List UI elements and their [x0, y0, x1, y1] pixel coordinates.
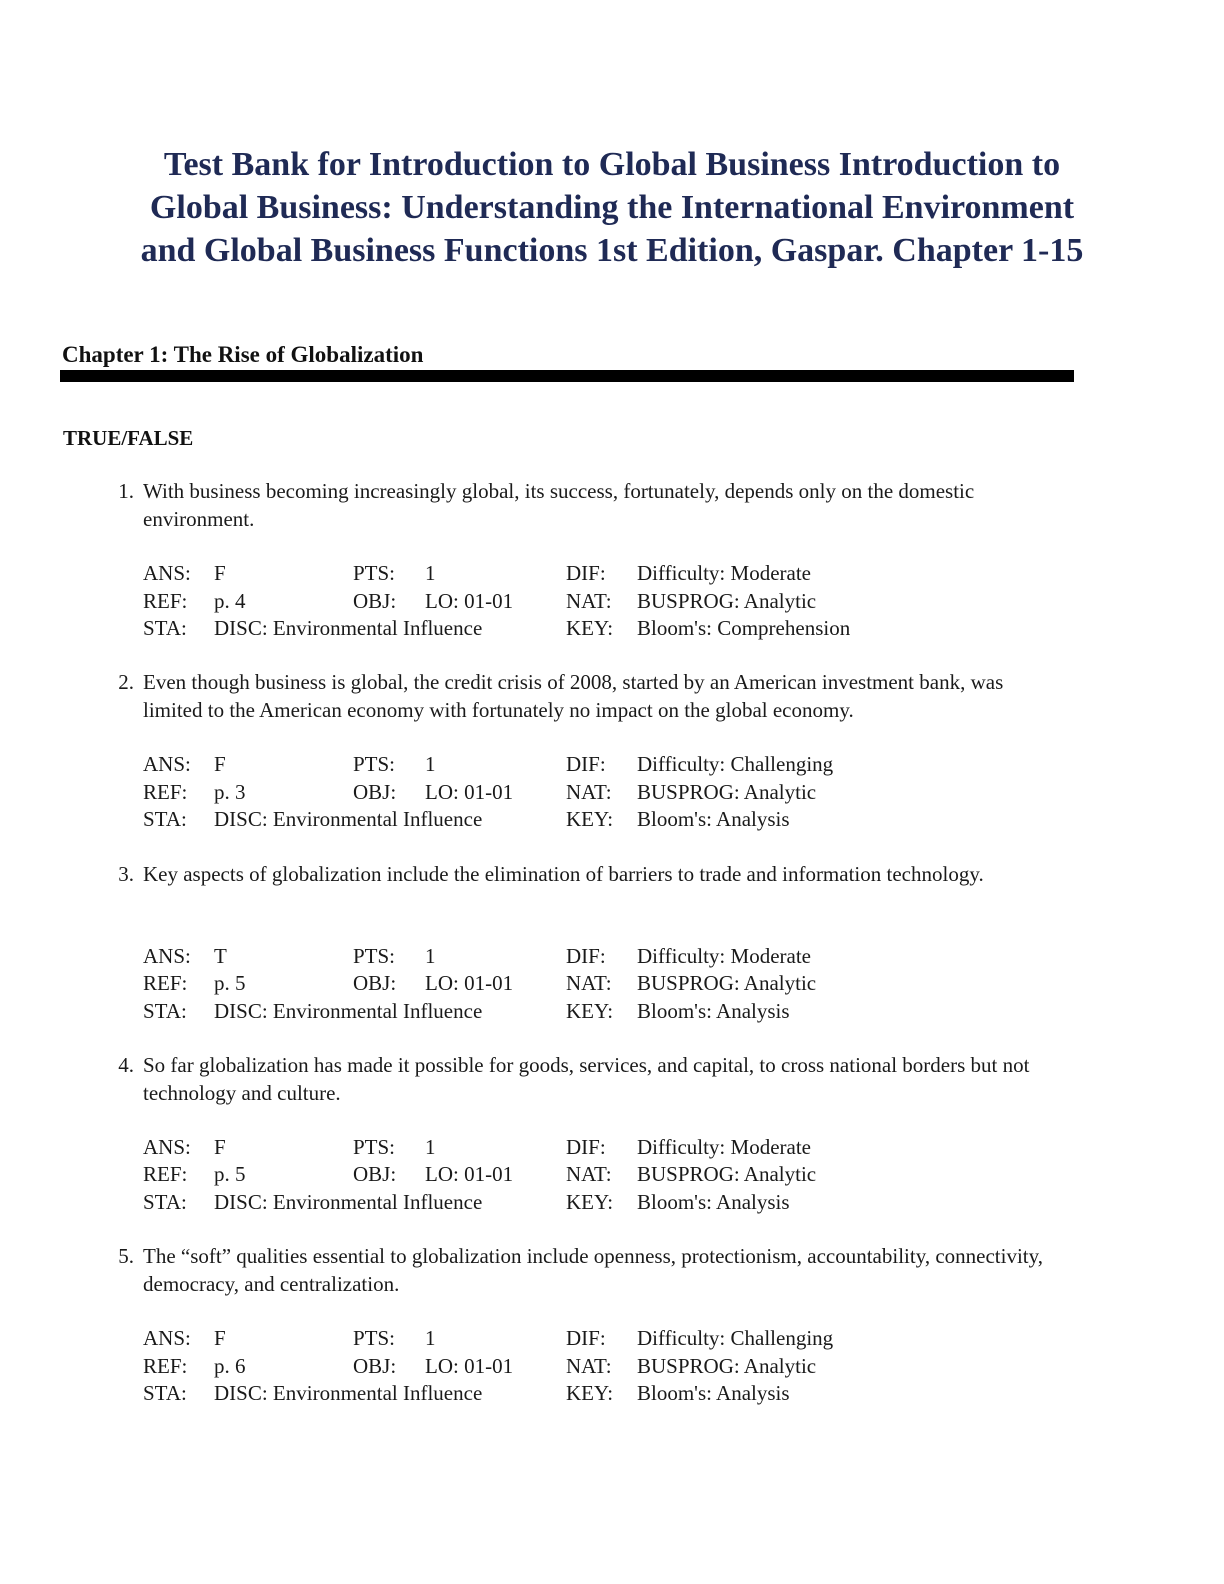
question-list [0, 477, 1224, 1433]
section-heading: TRUE/FALSE [63, 426, 194, 450]
ans-value: F [214, 561, 226, 585]
obj-value: LO: 01-01 [425, 779, 514, 804]
pts-label: PTS: [353, 1134, 396, 1159]
question-number: 3. [118, 861, 134, 886]
question-meta [0, 750, 1224, 833]
ref-label: REF: [143, 1162, 188, 1187]
pts-value: 1 [425, 561, 436, 585]
question-meta [0, 1324, 1224, 1407]
sta-label: STA: [143, 998, 187, 1023]
key-value: Bloom's: Analysis [637, 807, 790, 832]
ref-value: p. 6 [214, 1353, 246, 1378]
obj-value: LO: 01-01 [425, 971, 514, 996]
question-item [0, 860, 1224, 1051]
question-item [0, 1051, 1224, 1242]
dif-label: DIF: [566, 1134, 606, 1159]
meta-row [0, 1324, 1224, 1352]
key-label: KEY: [566, 998, 614, 1023]
question-item [0, 668, 1224, 859]
sta-label: STA: [143, 1381, 187, 1406]
ref-label: REF: [143, 1353, 188, 1378]
meta-row [0, 559, 1224, 587]
pts-value: 1 [425, 1326, 436, 1351]
meta-row [0, 969, 1224, 997]
dif-value: Difficulty: Moderate [637, 943, 811, 968]
key-value: Bloom's: Comprehension [637, 616, 851, 640]
obj-value: LO: 01-01 [425, 1162, 514, 1187]
key-label: KEY: [566, 616, 614, 640]
meta-row [0, 1188, 1224, 1216]
ans-label: ANS: [143, 1134, 191, 1159]
pts-label: PTS: [353, 943, 396, 968]
meta-row [0, 778, 1224, 806]
question-meta [0, 559, 1224, 642]
pts-value: 1 [425, 752, 436, 777]
sta-value: DISC: Environmental Influence [214, 1189, 483, 1214]
dif-value: Difficulty: Challenging [637, 752, 834, 777]
dif-label: DIF: [566, 561, 606, 585]
meta-row [0, 1379, 1224, 1407]
nat-label: NAT: [566, 588, 612, 613]
key-label: KEY: [566, 807, 614, 832]
question-meta [0, 1133, 1224, 1216]
question-item [0, 1242, 1224, 1433]
ans-value: F [214, 1326, 226, 1351]
question-text: Even though business is global, the credit crisis of 2008, started by an American investment bank, was limited to the American economy with fortunately no impact on the global economy. [143, 670, 1004, 723]
obj-value: LO: 01-01 [425, 588, 514, 613]
meta-row [0, 587, 1224, 615]
question-item [0, 477, 1224, 668]
document-title: Test Bank for Introduction to Global Business Introduction to Global Business: Understanding the International Environment and Global Business Functions 1st Edition, Gaspar. Chapter 1-15 [140, 146, 1084, 269]
ref-value: p. 3 [214, 779, 246, 804]
question-number: 4. [118, 1052, 134, 1077]
question-text: Key aspects of globalization include the elimination of barriers to trade and information technology. [143, 861, 984, 886]
obj-label: OBJ: [353, 1162, 397, 1187]
pts-value: 1 [425, 1134, 436, 1159]
question-text: So far globalization has made it possible for goods, services, and capital, to cross national borders but not technology and culture. [143, 1052, 1030, 1105]
key-value: Bloom's: Analysis [637, 998, 790, 1023]
nat-value: BUSPROG: Analytic [637, 588, 817, 613]
obj-label: OBJ: [353, 971, 397, 996]
pts-label: PTS: [353, 1326, 396, 1351]
question-text: With business becoming increasingly global, its success, fortunately, depends only on the domestic environment. [143, 479, 975, 531]
meta-row [0, 1133, 1224, 1161]
meta-row [0, 805, 1224, 833]
ans-label: ANS: [143, 943, 191, 968]
ans-label: ANS: [143, 752, 191, 777]
obj-label: OBJ: [353, 588, 397, 613]
ans-value: F [214, 1134, 226, 1159]
ref-value: p. 5 [214, 971, 246, 996]
ref-value: p. 5 [214, 1162, 246, 1187]
ref-label: REF: [143, 779, 188, 804]
nat-label: NAT: [566, 779, 612, 804]
pts-value: 1 [425, 943, 436, 968]
key-value: Bloom's: Analysis [637, 1381, 790, 1406]
obj-value: LO: 01-01 [425, 1353, 514, 1378]
nat-label: NAT: [566, 1353, 612, 1378]
question-number: 1. [118, 479, 134, 503]
question-meta [0, 942, 1224, 1025]
dif-label: DIF: [566, 943, 606, 968]
ans-label: ANS: [143, 561, 191, 585]
key-value: Bloom's: Analysis [637, 1189, 790, 1214]
question-text: The “soft” qualities essential to globalization include openness, protectionism, accountability, connectivity, democracy, and centralization. [143, 1244, 1044, 1297]
ans-label: ANS: [143, 1326, 191, 1351]
sta-label: STA: [143, 1189, 187, 1214]
nat-value: BUSPROG: Analytic [637, 1353, 817, 1378]
pts-label: PTS: [353, 752, 396, 777]
ref-value: p. 4 [214, 588, 246, 613]
ans-value: T [214, 943, 227, 968]
sta-value: DISC: Environmental Influence [214, 998, 483, 1023]
key-label: KEY: [566, 1381, 614, 1406]
meta-row [0, 997, 1224, 1025]
meta-row [0, 942, 1224, 970]
sta-label: STA: [143, 616, 187, 640]
obj-label: OBJ: [353, 1353, 397, 1378]
heading-rule [60, 370, 1074, 382]
meta-row [0, 1352, 1224, 1380]
sta-value: DISC: Environmental Influence [214, 1381, 483, 1406]
chapter-heading: Chapter 1: The Rise of Globalization [62, 342, 424, 367]
obj-label: OBJ: [353, 779, 397, 804]
nat-label: NAT: [566, 971, 612, 996]
pts-label: PTS: [353, 561, 396, 585]
ans-value: F [214, 752, 226, 777]
nat-value: BUSPROG: Analytic [637, 971, 817, 996]
key-label: KEY: [566, 1189, 614, 1214]
dif-value: Difficulty: Challenging [637, 1326, 834, 1351]
question-number: 5. [118, 1244, 134, 1269]
nat-value: BUSPROG: Analytic [637, 1162, 817, 1187]
sta-label: STA: [143, 807, 187, 832]
sta-value: DISC: Environmental Influence [214, 807, 483, 832]
dif-value: Difficulty: Moderate [637, 561, 811, 585]
dif-value: Difficulty: Moderate [637, 1134, 811, 1159]
dif-label: DIF: [566, 1326, 606, 1351]
nat-value: BUSPROG: Analytic [637, 779, 817, 804]
meta-row [0, 1160, 1224, 1188]
meta-row [0, 614, 1224, 642]
nat-label: NAT: [566, 1162, 612, 1187]
dif-label: DIF: [566, 752, 606, 777]
meta-row [0, 750, 1224, 778]
sta-value: DISC: Environmental Influence [214, 616, 483, 640]
question-number: 2. [118, 670, 134, 695]
ref-label: REF: [143, 588, 188, 613]
ref-label: REF: [143, 971, 188, 996]
